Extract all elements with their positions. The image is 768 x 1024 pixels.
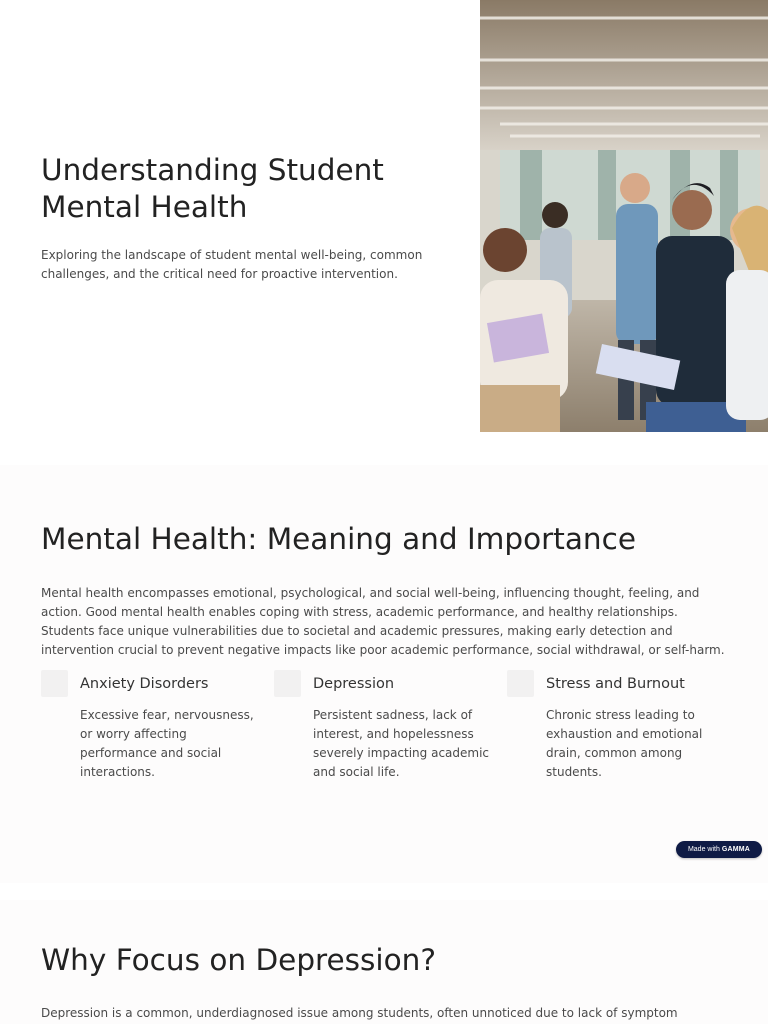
page-subtitle: Exploring the landscape of student mental well-being, common challenges, and the critical need for proactive intervention. (41, 248, 423, 281)
page-title: Understanding Student Mental Health (41, 153, 384, 224)
section-meaning-importance (0, 465, 768, 883)
card-title: Anxiety Disorders (80, 676, 209, 692)
section-why-depression (0, 900, 768, 1024)
section-title: Why Focus on Depression? (41, 943, 437, 977)
depression-icon (274, 670, 301, 697)
card-title: Stress and Burnout (546, 676, 685, 692)
stress-icon (507, 670, 534, 697)
card-title: Depression (313, 676, 395, 692)
gamma-logo-text: GAMMA (721, 846, 751, 853)
section-body: Mental health encompasses emotional, psychological, and social well-being, influencing thought, feeling, and action. Good mental health enables coping with stress, academic performance, and healthy relationships. Students face unique vulnerabilities due to societal and academic pressures, making early detection and intervention crucial to prevent negative impacts like poor academic performance, social withdrawal, or self-harm. (41, 586, 725, 657)
made-with-gamma-badge[interactable] (676, 841, 762, 858)
card-body: Excessive fear, nervousness, or worry affecting performance and social interactions. (80, 708, 254, 779)
badge-prefix: Made with (687, 846, 720, 853)
card-body: Persistent sadness, lack of interest, and hopelessness severely impacting academic and social life. (313, 708, 490, 779)
section-title: Mental Health: Meaning and Importance (41, 522, 636, 556)
card-body: Chronic stress leading to exhaustion and emotional drain, common among students. (546, 708, 703, 779)
hero-photo (480, 0, 768, 432)
section-body: Depression is a common, underdiagnosed issue among students, often unnoticed due to lack of symptom (41, 1006, 678, 1020)
anxiety-icon (41, 670, 68, 697)
